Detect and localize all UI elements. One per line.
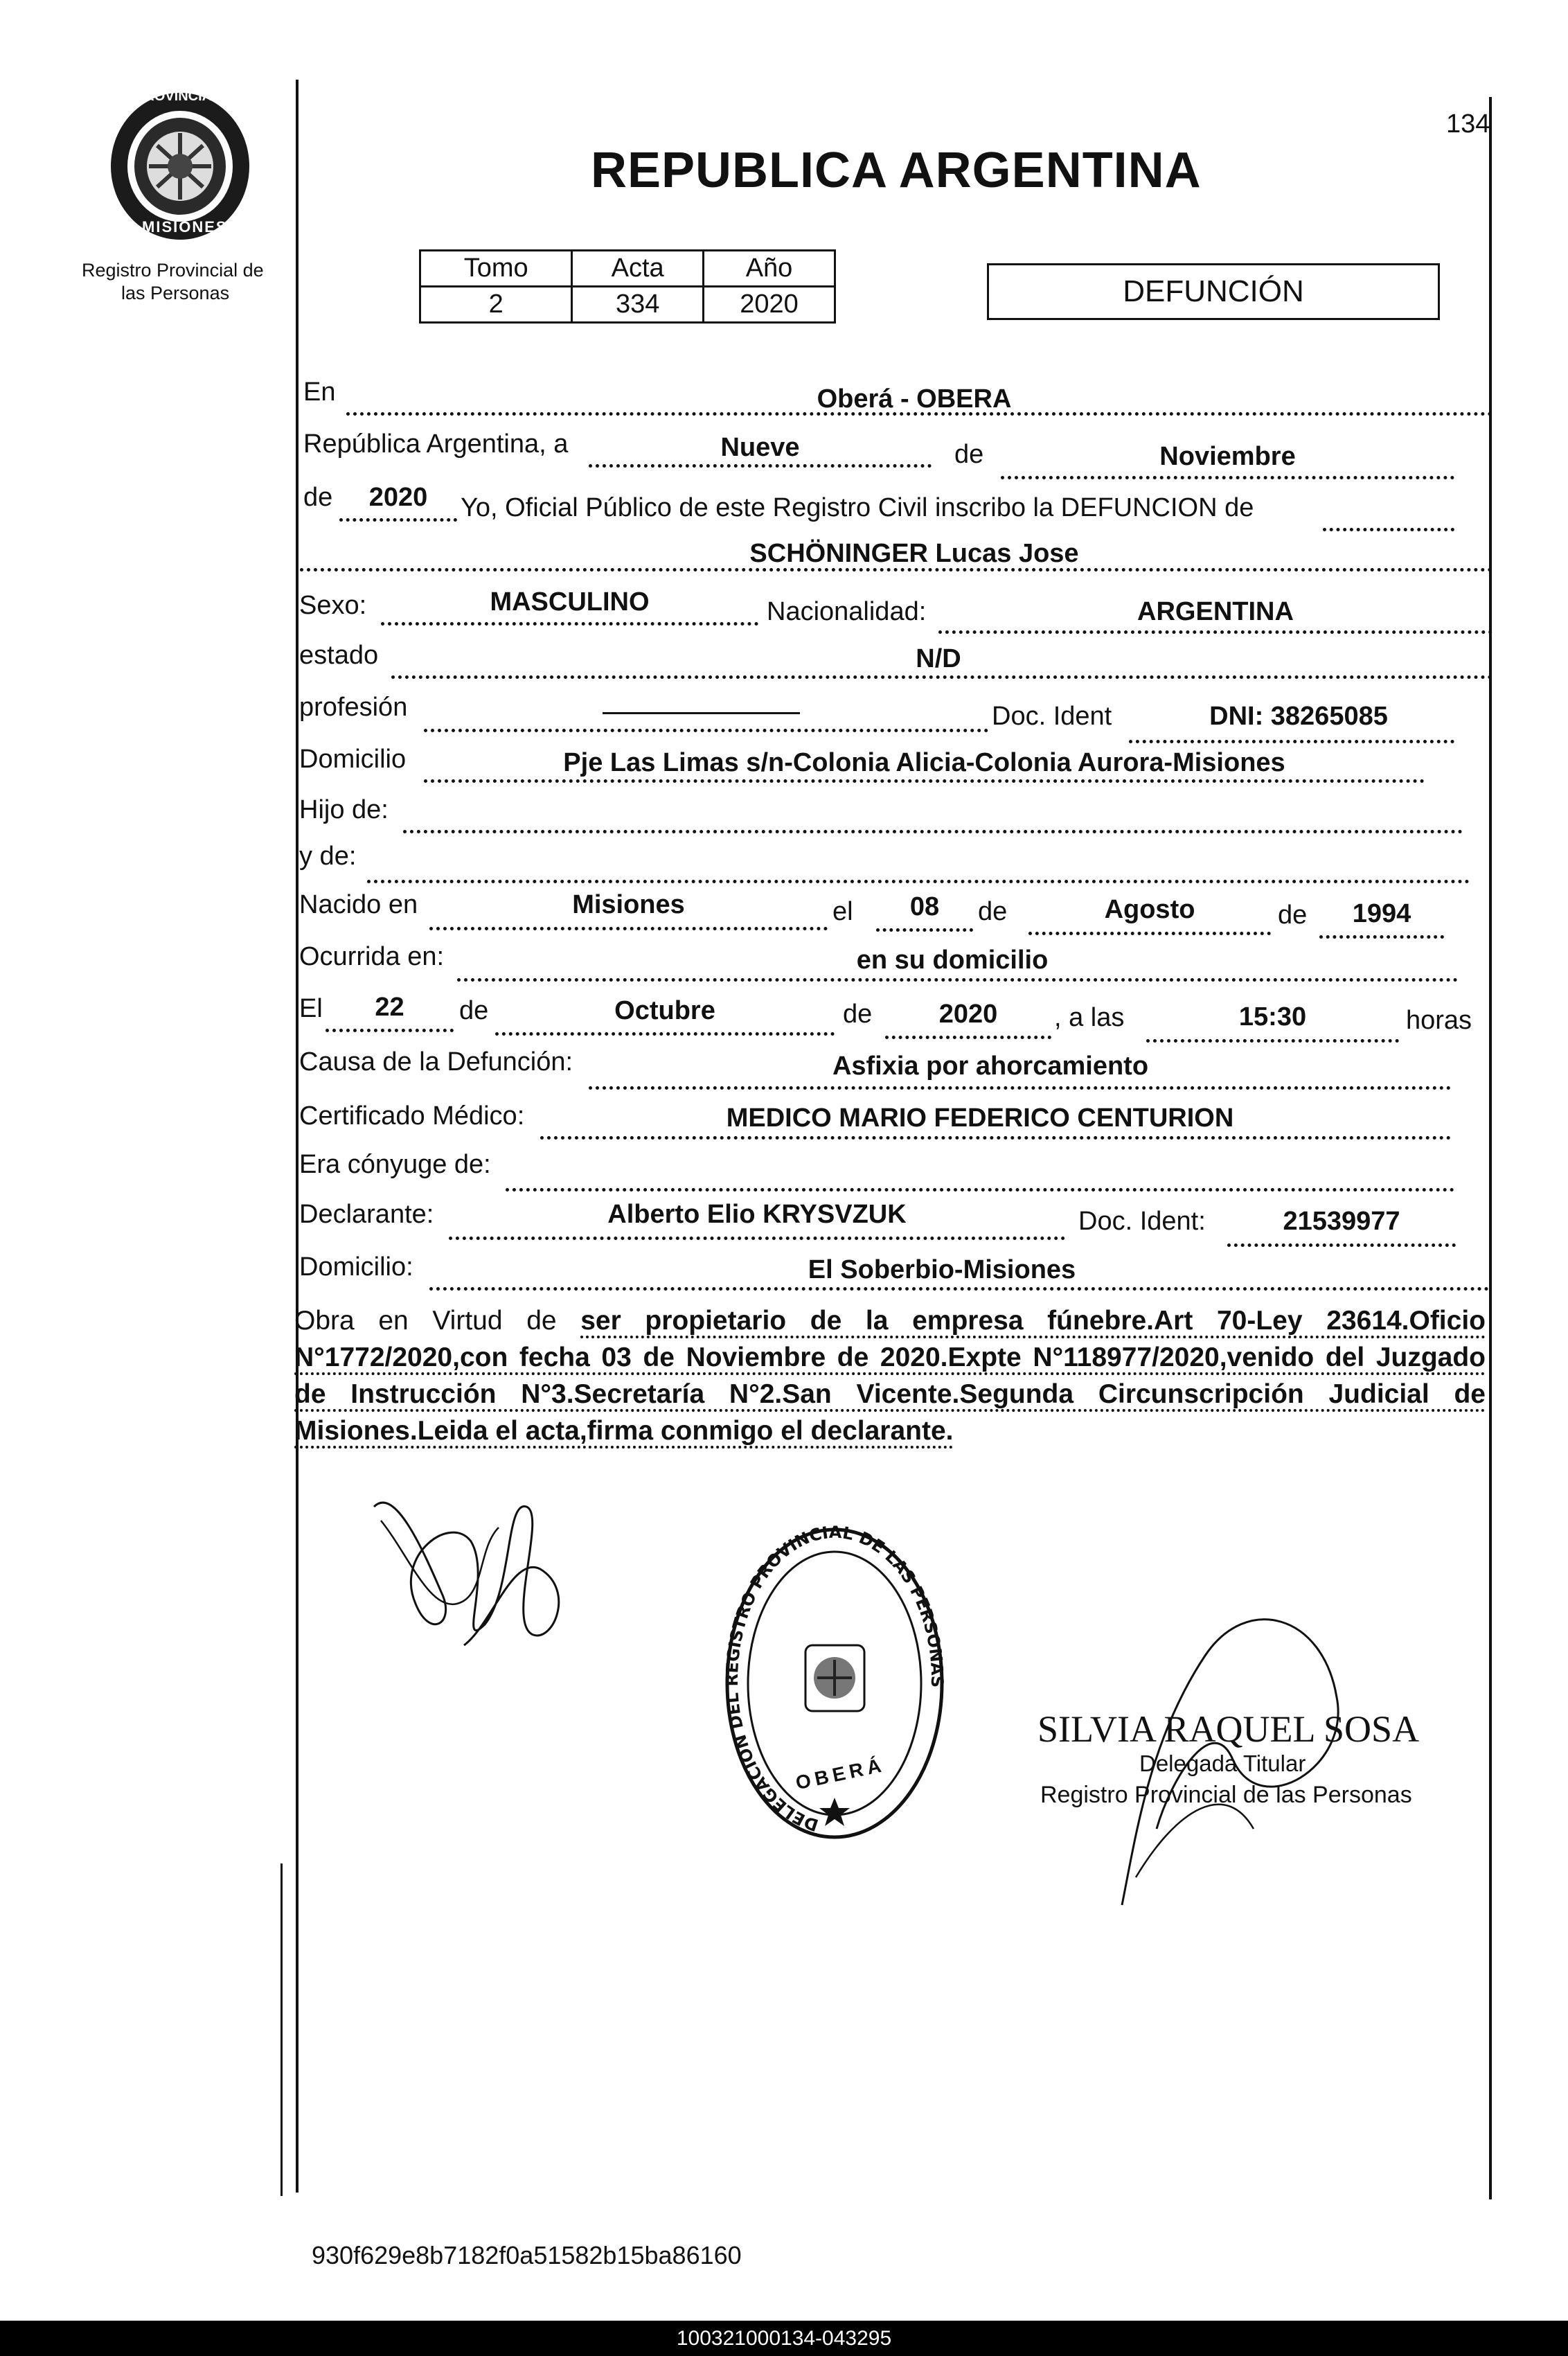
footer-bar [0, 2321, 1568, 2356]
label-de-5: de [459, 996, 489, 1025]
value-dni: DNI: 38265085 [1209, 702, 1388, 731]
label-domicilio: Domicilio [299, 745, 407, 774]
value-anio: 2020 [704, 287, 835, 323]
obra-paragraph [294, 1302, 1486, 1449]
label-de-3: de [978, 897, 1008, 926]
official-stamp [724, 1524, 945, 1843]
label-ocurrida-en: Ocurrida en: [299, 942, 445, 971]
value-nacionalidad: ARGENTINA [1137, 597, 1294, 626]
label-nacionalidad: Nacionalidad: [767, 597, 927, 626]
profesion-blank-line [603, 712, 800, 714]
official-role: Delegada Titular [1139, 1751, 1306, 1776]
label-el: el [832, 897, 853, 926]
issuer-caption-line1: Registro Provincial de [82, 260, 264, 281]
value-estado: N/D [916, 644, 961, 673]
label-doc-ident-2: Doc. Ident: [1078, 1207, 1206, 1236]
label-de-1: de [954, 440, 984, 469]
page-number: 134 [1446, 109, 1490, 139]
value-dia-inscripcion: Nueve [720, 433, 800, 462]
value-declarante-doc: 21539977 [1283, 1207, 1400, 1236]
value-hora: 15:30 [1238, 1002, 1307, 1031]
value-obra-texto: ser propietario de la empresa fúnebre.Art 70-Ley 23614.Oficio N°1772/2020,con fecha 03 de Noviembre de 2020.Expte N°118977/2020,venido del Juzgado de Instrucción N°3.Secretaría N°2.San Vicente.Segunda Circunscripción Judicial de Misiones.Leida el acta,firma conmigo el declarante. [294, 1306, 1486, 1449]
label-y-de: y de: [299, 842, 357, 871]
label-de-6: de [843, 1000, 873, 1029]
label-certificado: Certificado Médico: [299, 1101, 525, 1131]
value-nacido-mes: Agosto [1104, 895, 1195, 924]
value-declarante-domicilio: El Soberbio-Misiones [808, 1255, 1076, 1284]
value-nacido-lugar: Misiones [572, 890, 685, 919]
label-de-4: de [1278, 901, 1308, 930]
value-nacido-dia: 08 [909, 892, 940, 921]
declarant-signature [367, 1486, 596, 1659]
document-hash: 930f629e8b7182f0a51582b15ba86160 [312, 2241, 742, 2269]
label-sexo: Sexo: [299, 591, 367, 620]
label-a-las: , a las [1054, 1003, 1125, 1032]
record-id-table [419, 249, 836, 324]
footer-code: 100321000134-043295 [676, 2327, 892, 2350]
value-nombre: SCHÖNINGER Lucas Jose [749, 539, 1079, 568]
label-estado: estado [299, 641, 379, 670]
label-rep-arg: República Argentina, a [303, 429, 569, 459]
value-causa: Asfixia por ahorcamiento [832, 1052, 1149, 1081]
value-domicilio: Pje Las Limas s/n-Colonia Alicia-Colonia Aurora-Misiones [563, 748, 1285, 777]
label-en: En [303, 378, 336, 407]
value-ocurrida: en su domicilio [856, 946, 1049, 975]
label-obra: Obra en Virtud de [294, 1306, 557, 1336]
page-title: REPUBLICA ARGENTINA [591, 143, 1202, 198]
stamp-city: OBERÁ [794, 1753, 887, 1794]
header-anio: Año [704, 251, 835, 287]
value-mes-inscripcion: Noviembre [1159, 442, 1296, 471]
stamp-ring-text: DELEGACION DEL REGISTRO PROVINCIAL DE LAS PERSONAS [724, 1524, 945, 1835]
issuer-caption-line2: las Personas [121, 283, 230, 303]
label-yo: Yo, Oficial Público de este Registro Civil inscribo la DEFUNCION de [461, 493, 1254, 522]
label-horas: horas [1406, 1006, 1472, 1035]
value-fallec-anio: 2020 [938, 1000, 998, 1029]
doc-type-box [987, 263, 1440, 320]
official-name: SILVIA RAQUEL SOSA [1037, 1708, 1420, 1750]
value-certificado: MEDICO MARIO FEDERICO CENTURION [726, 1104, 1234, 1133]
value-fallec-dia: 22 [375, 993, 404, 1022]
left-margin-line [296, 80, 299, 2193]
value-declarante: Alberto Elio KRYSVZUK [607, 1200, 907, 1229]
label-el-cap: El [299, 994, 323, 1023]
label-hijo-de: Hijo de: [299, 795, 389, 824]
value-lugar: Oberá - OBERA [817, 384, 1012, 414]
official-office: Registro Provincial de las Personas [1040, 1782, 1412, 1808]
far-left-margin-line [280, 1863, 283, 2196]
label-de-2: de [303, 483, 333, 512]
seal-bottom-text: MISIONES [142, 218, 228, 236]
value-acta: 334 [572, 287, 704, 323]
label-causa: Causa de la Defunción: [299, 1047, 573, 1077]
label-conyuge: Era cónyuge de: [299, 1150, 491, 1179]
label-doc-ident: Doc. Ident [992, 702, 1112, 731]
label-declarante: Declarante: [299, 1200, 434, 1229]
value-anio-inscripcion: 2020 [368, 483, 428, 512]
value-fallec-mes: Octubre [614, 996, 715, 1025]
seal-top-text: PROVINCIA DE [135, 89, 235, 104]
header-tomo: Tomo [420, 251, 572, 287]
doc-type: DEFUNCIÓN [1123, 274, 1304, 308]
header-acta: Acta [572, 251, 704, 287]
label-domicilio-2: Domicilio: [299, 1252, 413, 1282]
value-tomo: 2 [420, 287, 572, 323]
label-nacido-en: Nacido en [299, 890, 418, 919]
label-profesion: profesión [299, 693, 408, 722]
value-nacido-anio: 1994 [1352, 899, 1411, 928]
value-sexo: MASCULINO [490, 587, 650, 617]
